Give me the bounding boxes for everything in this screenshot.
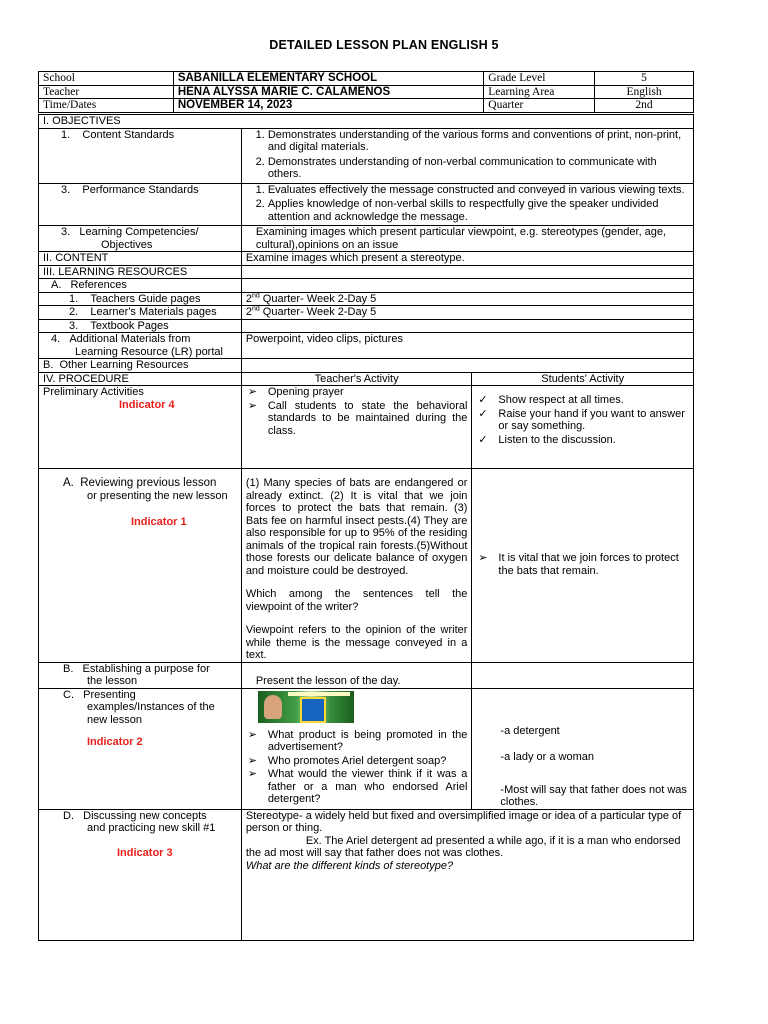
other-resources-label: B. Other Learning Resources [39, 359, 242, 373]
quarter-value: 2nd [595, 99, 694, 113]
stereotype-definition: Stereotype- a widely held but fixed and oversimplified image or idea of a particular type of person or thing. [245, 809, 682, 834]
grade-label: Grade Level [484, 72, 595, 86]
presenting-label-cell [39, 688, 242, 809]
preliminary-label: Preliminary Activities [43, 386, 144, 398]
indicator-3: Indicator 3 [117, 846, 173, 859]
list-item: ➢ It is vital that we join forces to protect the bats that remain. [478, 552, 679, 577]
check-bullet-icon: ✓ [478, 433, 488, 446]
content-standards-cell [241, 128, 693, 183]
preliminary-students-cell [472, 386, 694, 469]
performance-standards-label: 3. Performance Standards [39, 183, 242, 226]
competencies-label-line2: Objectives [101, 238, 153, 251]
content-text: Examine images which present a stereotype. [241, 252, 693, 266]
presenting-label-line1: C. Presenting [63, 688, 136, 701]
list-item: ➢ What would the viewer think if it was a father or a man who endorsed Ariel detergent? [247, 768, 468, 805]
review-definition: Viewpoint refers to the opinion of the writer while theme is the message conveyed in a text. [245, 624, 468, 661]
additional-label-line1: 4. Additional Materials from [51, 333, 191, 345]
presenting-label-line3: new lesson [87, 713, 143, 726]
additional-label-line2: Learning Resource (LR) portal [75, 345, 223, 358]
review-teacher-cell [241, 469, 472, 663]
discussing-row [39, 809, 694, 940]
answer-product: -a detergent [500, 724, 560, 737]
review-row [39, 469, 694, 663]
additional-text: Powerpoint, video clips, pictures [241, 333, 693, 359]
list-item: ➢ Who promotes Ariel detergent soap? [247, 754, 447, 767]
list-item: ➢ What product is being promoted in the advertisement? [247, 728, 468, 753]
resources-heading-row [39, 265, 694, 279]
arrow-bullet-icon: ➢ [478, 552, 488, 565]
school-value: SABANILLA ELEMENTARY SCHOOL [173, 72, 483, 86]
purpose-label-line1: B. Establishing a purpose for [63, 662, 210, 675]
tg-row [39, 292, 694, 306]
arrow-bullet-icon: ➢ [247, 768, 258, 780]
presenting-teacher-cell [241, 688, 472, 809]
other-resources-row [39, 359, 694, 373]
references-label: A. References [39, 279, 242, 293]
presenting-row [39, 688, 694, 809]
list-item: ✓ Show respect at all times. [478, 394, 624, 406]
purpose-label-cell [39, 662, 242, 688]
tg-value: 2nd Quarter- Week 2-Day 5 [241, 292, 693, 306]
school-label: School [39, 72, 174, 86]
purpose-label-line2: the lesson [87, 675, 138, 687]
check-bullet-icon: ✓ [478, 407, 488, 420]
check-bullet-icon: ✓ [478, 394, 488, 406]
list-item: 2. Applies knowledge of non-verbal skills to respectfully give the speaker undivided attention and acknowledge the message. [268, 198, 689, 223]
purpose-text: Present the lesson of the day. [241, 662, 472, 688]
content-standards-row [39, 128, 694, 183]
preliminary-label-cell [39, 386, 242, 469]
content-row [39, 252, 694, 266]
indicator-4: Indicator 4 [119, 398, 175, 411]
preliminary-teacher-cell [241, 386, 472, 469]
review-label-cell [39, 469, 242, 663]
competencies-row [39, 226, 694, 252]
procedure-heading-row [39, 372, 694, 386]
objectives-heading-row [39, 115, 694, 129]
indicator-1: Indicator 1 [131, 516, 187, 528]
ariel-ad-image [258, 691, 354, 723]
review-label-line1: A. Reviewing previous lesson [63, 477, 217, 489]
additional-row [39, 333, 694, 359]
competencies-text: Examining images which present particular viewpoint, e.g. stereotypes (gender, age, cultural),opinions on an issue [241, 226, 693, 252]
competencies-label-line1: 3. Learning Competencies/ [61, 226, 199, 238]
review-question: Which among the sentences tell the viewpoint of the writer? [245, 588, 468, 613]
grade-value: 5 [595, 72, 694, 86]
purpose-row [39, 662, 694, 688]
dates-label: Time/Dates [39, 99, 174, 113]
arrow-bullet-icon: ➢ [247, 754, 258, 767]
teacher-column-header: Teacher's Activity [241, 372, 472, 386]
info-table [38, 71, 694, 113]
content-standards-label: 1. Content Standards [39, 128, 242, 183]
references-row [39, 279, 694, 293]
answer-viewer: -Most will say that father does not was clothes. [500, 783, 687, 808]
list-item: ✓ Raise your hand if you want to answer or say something. [478, 407, 685, 432]
list-item: 2. Demonstrates understanding of non-verbal communication to communicate with others. [268, 156, 689, 181]
lesson-plan-table [38, 114, 694, 941]
student-column-header: Students' Activity [472, 372, 694, 386]
dates-value: NOVEMBER 14, 2023 [173, 99, 483, 113]
performance-standards-row [39, 183, 694, 226]
content-heading: II. CONTENT [39, 252, 242, 266]
list-item: 1. Evaluates effectively the message constructed and conveyed in various viewing texts. [268, 184, 689, 197]
arrow-bullet-icon: ➢ [247, 386, 258, 398]
teacher-value: HENA ALYSSA MARIE C. CALAMENOS [173, 85, 483, 99]
indicator-2: Indicator 2 [87, 736, 143, 748]
list-item: 1. Demonstrates understanding of the various forms and conventions of print, non-print, and digital materials. [268, 129, 689, 154]
list-item: ➢ Opening prayer [247, 386, 344, 398]
competencies-label [39, 226, 242, 252]
objectives-heading: I. OBJECTIVES [39, 115, 694, 129]
list-item: ✓ Listen to the discussion. [478, 433, 616, 446]
area-value: English [595, 85, 694, 99]
discussing-label-line2: and practicing new skill #1 [87, 822, 216, 834]
stereotype-question: What are the different kinds of stereotype? [245, 859, 454, 872]
tg-label: 1. Teachers Guide pages [39, 292, 242, 306]
textbook-label: 3. Textbook Pages [39, 319, 242, 333]
discussing-label-line1: D. Discussing new concepts [63, 809, 207, 822]
presenting-students-cell [472, 688, 694, 809]
textbook-row [39, 319, 694, 333]
preliminary-row [39, 386, 694, 469]
performance-standards-cell [241, 183, 693, 226]
area-label: Learning Area [484, 85, 595, 99]
review-label-line2: or presenting the new lesson [87, 489, 228, 502]
page-title: DETAILED LESSON PLAN ENGLISH 5 [269, 38, 499, 52]
review-passage: (1) Many species of bats are endangered or already extinct. (2) It is vital that we join forces to protect the bats that remain. (3) Bats fee on harmful insect pests.(4) They are also responsible for up to 95% of the residing animals of the tropical rain forests.(5)Without those forests our delicate balance of oxygen and moisture could be destroyed. [245, 477, 468, 577]
lm-value: 2nd Quarter- Week 2-Day 5 [241, 306, 693, 320]
lm-label: 2. Learner's Materials pages [39, 306, 242, 320]
arrow-bullet-icon: ➢ [247, 728, 258, 741]
lm-row [39, 306, 694, 320]
presenting-label-line2: examples/Instances of the [87, 701, 215, 713]
review-students-cell [472, 469, 694, 663]
teacher-label: Teacher [39, 85, 174, 99]
procedure-heading: IV. PROCEDURE [39, 372, 242, 386]
discussing-content-cell [241, 809, 693, 940]
discussing-label-cell [39, 809, 242, 940]
stereotype-example: Ex. The Ariel detergent ad presented a while ago, if it is a man who endorsed the ad most will say that father does not was clothes. [245, 834, 681, 859]
arrow-bullet-icon: ➢ [247, 399, 258, 412]
answer-promoter: -a lady or a woman [500, 751, 594, 763]
quarter-label: Quarter [484, 99, 595, 113]
additional-label [39, 333, 242, 359]
resources-heading: III. LEARNING RESOURCES [39, 265, 242, 279]
list-item: ➢ Call students to state the behavioral standards to be maintained during the class. [247, 399, 468, 437]
